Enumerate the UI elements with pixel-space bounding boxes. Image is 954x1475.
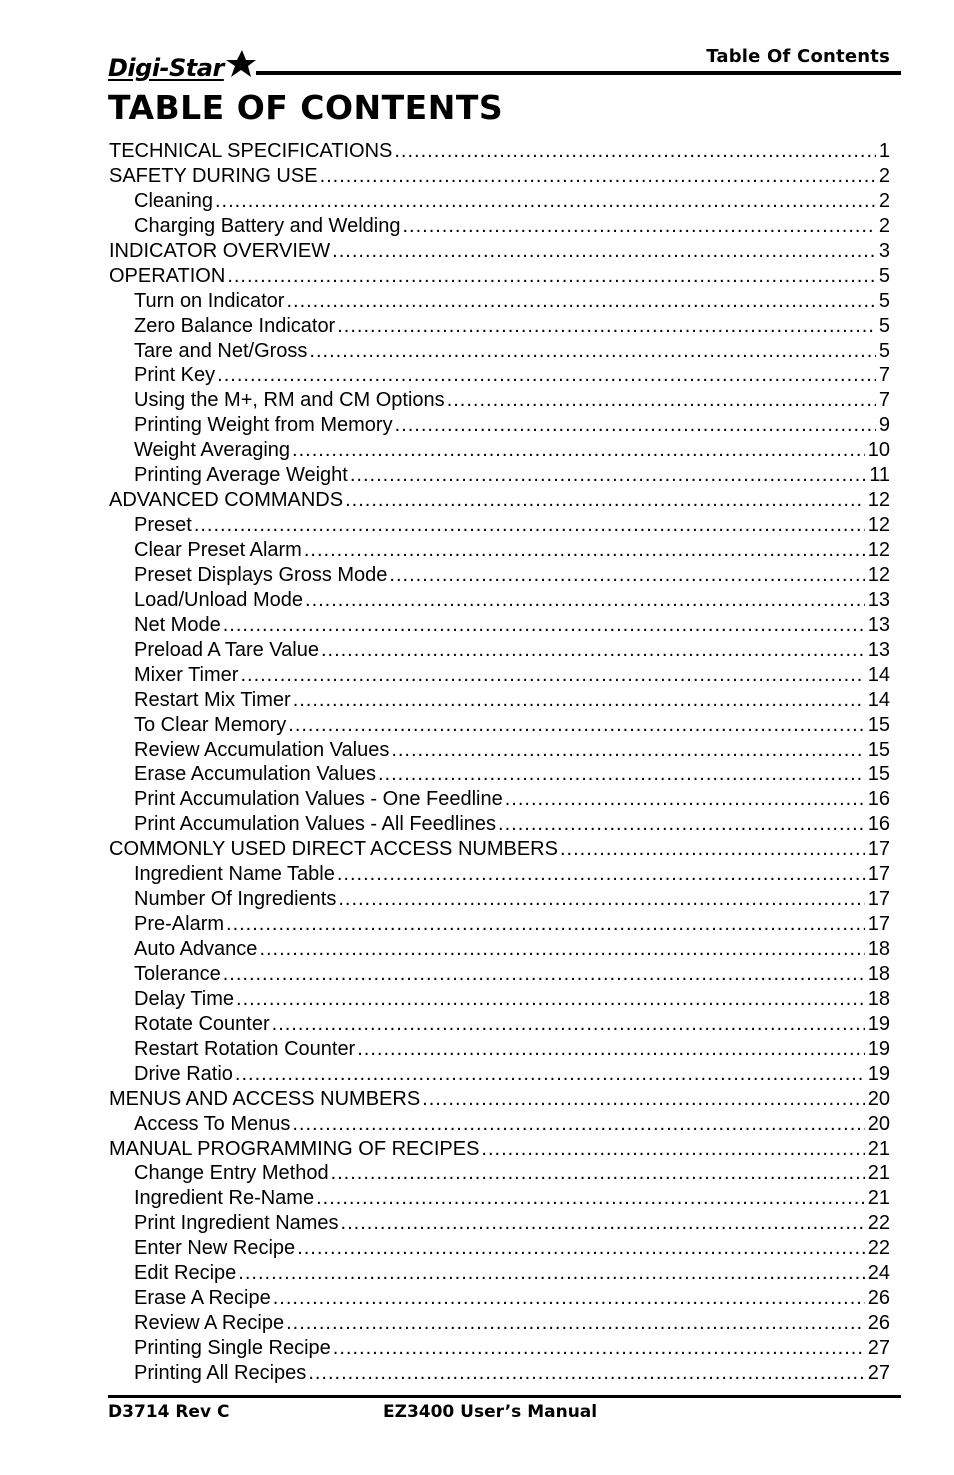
toc-entry-title: TECHNICAL SPECIFICATIONS bbox=[109, 140, 393, 162]
toc-page-number: 9 bbox=[878, 414, 890, 437]
toc-page-number: 1 bbox=[878, 140, 890, 162]
toc-dot-leader bbox=[223, 962, 865, 987]
page-title: TABLE OF CONTENTS bbox=[108, 88, 504, 127]
toc-page-number: 2 bbox=[878, 214, 890, 237]
toc-entry-title: Print Accumulation Values - All Feedlines bbox=[134, 813, 497, 836]
toc-dot-leader bbox=[217, 363, 876, 388]
toc-dot-leader bbox=[345, 488, 865, 513]
toc-entry-title: Restart Mix Timer bbox=[134, 688, 291, 711]
toc-page-number: 27 bbox=[867, 1361, 890, 1384]
toc-page-number: 5 bbox=[878, 264, 890, 287]
toc-page-number: 18 bbox=[867, 987, 890, 1010]
star-icon bbox=[226, 49, 256, 79]
toc-page-number: 11 bbox=[869, 464, 890, 487]
toc-entry-title: Ingredient Name Table bbox=[134, 863, 335, 886]
toc-dot-leader bbox=[236, 987, 865, 1012]
toc-subsection-entry bbox=[109, 713, 890, 738]
toc-subsection-entry bbox=[109, 538, 890, 563]
toc-entry-title: Printing Single Recipe bbox=[134, 1337, 331, 1359]
toc-entry-title: MANUAL PROGRAMMING OF RECIPES bbox=[109, 1137, 480, 1160]
toc-page-number: 12 bbox=[867, 563, 890, 586]
header-section-label: Table Of Contents bbox=[706, 46, 890, 67]
toc-entry-title: Printing All Recipes bbox=[134, 1361, 307, 1384]
toc-section-entry bbox=[109, 837, 890, 862]
toc-dot-leader bbox=[333, 1336, 865, 1361]
toc-dot-leader bbox=[305, 588, 865, 613]
toc-entry-title: Tolerance bbox=[134, 962, 221, 985]
toc-dot-leader bbox=[215, 189, 876, 214]
toc-entry-title: Pre-Alarm bbox=[134, 913, 225, 936]
toc-dot-leader bbox=[235, 1062, 865, 1087]
toc-page-number: 22 bbox=[867, 1212, 890, 1235]
toc-page-number: 5 bbox=[878, 339, 890, 362]
toc-entry-title: Weight Averaging bbox=[134, 439, 291, 462]
toc-dot-leader bbox=[337, 862, 865, 887]
toc-entry-title: Change Entry Method bbox=[134, 1162, 329, 1185]
toc-dot-leader bbox=[292, 438, 865, 463]
footer-rule bbox=[108, 1395, 901, 1398]
toc-dot-leader bbox=[226, 912, 865, 937]
toc-entry-title: Enter New Recipe bbox=[134, 1237, 296, 1260]
toc-subsection-entry bbox=[109, 862, 890, 887]
toc-dot-leader bbox=[286, 1311, 865, 1336]
toc-dot-leader bbox=[350, 463, 866, 488]
toc-subsection-entry bbox=[109, 438, 890, 463]
toc-page-number: 27 bbox=[867, 1337, 890, 1359]
toc-subsection-entry bbox=[109, 1112, 890, 1137]
toc-dot-leader bbox=[321, 638, 865, 663]
toc-page-number: 2 bbox=[878, 164, 890, 187]
toc-page-number: 5 bbox=[878, 289, 890, 312]
toc-section-entry bbox=[109, 239, 890, 264]
toc-section-entry bbox=[109, 264, 890, 289]
toc-page-number: 10 bbox=[867, 439, 890, 462]
toc-subsection-entry bbox=[109, 1012, 890, 1037]
toc-dot-leader bbox=[309, 339, 875, 364]
toc-dot-leader bbox=[259, 937, 864, 962]
toc-entry-title: Access To Menus bbox=[134, 1112, 291, 1135]
toc-dot-leader bbox=[394, 139, 876, 164]
toc-dot-leader bbox=[341, 1211, 865, 1236]
toc-page-number: 15 bbox=[867, 738, 890, 761]
toc-page-number: 14 bbox=[867, 663, 890, 686]
toc-section-entry bbox=[109, 1137, 890, 1162]
toc-page-number: 18 bbox=[867, 962, 890, 985]
toc-page-number: 19 bbox=[867, 1012, 890, 1035]
toc-entry-title: MENUS AND ACCESS NUMBERS bbox=[109, 1087, 421, 1110]
toc-dot-leader bbox=[293, 688, 865, 713]
toc-dot-leader bbox=[304, 538, 865, 563]
toc-subsection-entry bbox=[109, 1261, 890, 1286]
toc-page-number: 20 bbox=[867, 1112, 890, 1135]
toc-dot-leader bbox=[288, 713, 864, 738]
toc-subsection-entry bbox=[109, 588, 890, 613]
toc-subsection-entry bbox=[109, 937, 890, 962]
toc-dot-leader bbox=[357, 1037, 865, 1062]
toc-entry-title: Preload A Tare Value bbox=[134, 638, 319, 661]
toc-dot-leader bbox=[238, 1261, 864, 1286]
toc-entry-title: Number Of Ingredients bbox=[134, 888, 337, 911]
toc-entry-title: Zero Balance Indicator bbox=[134, 314, 336, 337]
toc-dot-leader bbox=[331, 1161, 865, 1186]
toc-subsection-entry bbox=[109, 314, 890, 339]
toc-subsection-entry bbox=[109, 1361, 890, 1386]
toc-page-number: 14 bbox=[867, 688, 890, 711]
toc-subsection-entry bbox=[109, 962, 890, 987]
toc-page-number: 20 bbox=[867, 1087, 890, 1110]
toc-entry-title: Rotate Counter bbox=[134, 1012, 270, 1035]
toc-dot-leader bbox=[292, 1112, 864, 1137]
toc-subsection-entry bbox=[109, 787, 890, 812]
toc-page-number: 22 bbox=[867, 1237, 890, 1260]
toc-dot-leader bbox=[227, 264, 876, 289]
toc-entry-title: ADVANCED COMMANDS bbox=[109, 489, 344, 512]
toc-page-number: 17 bbox=[867, 913, 890, 936]
toc-entry-title: Restart Rotation Counter bbox=[134, 1037, 356, 1060]
toc-entry-title: SAFETY DURING USE bbox=[109, 164, 318, 187]
toc-page-number: 17 bbox=[867, 838, 890, 861]
toc-subsection-entry bbox=[109, 688, 890, 713]
toc-subsection-entry bbox=[109, 289, 890, 314]
toc-entry-title: Auto Advance bbox=[134, 938, 258, 960]
toc-subsection-entry bbox=[109, 339, 890, 364]
toc-entry-title: Delay Time bbox=[134, 987, 235, 1010]
toc-dot-leader bbox=[338, 887, 864, 912]
toc-page-number: 19 bbox=[867, 1062, 890, 1085]
toc-page-number: 2 bbox=[878, 189, 890, 212]
toc-entry-title: Tare and Net/Gross bbox=[134, 339, 308, 362]
toc-entry-title: To Clear Memory bbox=[134, 713, 287, 736]
toc-entry-title: Print Ingredient Names bbox=[134, 1212, 339, 1235]
toc-subsection-entry bbox=[109, 1336, 890, 1361]
toc-page-number: 17 bbox=[867, 888, 890, 911]
toc-dot-leader bbox=[422, 1087, 865, 1112]
toc-page-number: 15 bbox=[867, 713, 890, 736]
toc-dot-leader bbox=[395, 413, 876, 438]
toc-page-number: 16 bbox=[867, 813, 890, 836]
toc-page-number: 17 bbox=[867, 863, 890, 886]
toc-subsection-entry bbox=[109, 1037, 890, 1062]
logo-text: Digi-Star bbox=[108, 54, 224, 82]
toc-dot-leader bbox=[272, 1012, 865, 1037]
toc-page-number: 5 bbox=[878, 314, 890, 337]
toc-dot-leader bbox=[332, 239, 876, 264]
toc-entry-title: Printing Weight from Memory bbox=[134, 414, 393, 437]
toc-section-entry bbox=[109, 488, 890, 513]
toc-dot-leader bbox=[316, 1186, 865, 1211]
toc-dot-leader bbox=[308, 1361, 864, 1386]
toc-page-number: 16 bbox=[867, 788, 890, 811]
toc-entry-title: OPERATION bbox=[109, 264, 226, 287]
toc-subsection-entry bbox=[109, 363, 890, 388]
toc-dot-leader bbox=[320, 164, 876, 189]
toc-entry-title: Mixer Timer bbox=[134, 663, 239, 686]
toc-subsection-entry bbox=[109, 1236, 890, 1261]
toc-page-number: 24 bbox=[867, 1262, 890, 1285]
toc-entry-title: Net Mode bbox=[134, 613, 221, 636]
toc-page-number: 15 bbox=[867, 763, 890, 786]
toc-page-number: 18 bbox=[867, 938, 890, 960]
toc-page-number: 12 bbox=[867, 489, 890, 512]
toc-dot-leader bbox=[391, 738, 864, 763]
toc-entry-title: Charging Battery and Welding bbox=[134, 214, 401, 237]
toc-page-number: 13 bbox=[867, 588, 890, 611]
toc-dot-leader bbox=[240, 663, 864, 688]
toc-entry-title: Ingredient Re-Name bbox=[134, 1187, 315, 1210]
toc-page-number: 13 bbox=[867, 613, 890, 636]
toc-entry-title: COMMONLY USED DIRECT ACCESS NUMBERS bbox=[109, 838, 558, 861]
toc-section-entry bbox=[109, 139, 890, 164]
toc-dot-leader bbox=[560, 837, 865, 862]
toc-subsection-entry bbox=[109, 638, 890, 663]
toc-entry-title: Review A Recipe bbox=[134, 1312, 285, 1335]
toc-page-number: 13 bbox=[867, 638, 890, 661]
toc-entry-title: Preset bbox=[134, 514, 192, 537]
toc-dot-leader bbox=[273, 1286, 865, 1311]
toc-subsection-entry bbox=[109, 1062, 890, 1087]
toc-dot-leader bbox=[402, 214, 875, 239]
toc-subsection-entry bbox=[109, 1161, 890, 1186]
toc-subsection-entry bbox=[109, 563, 890, 588]
toc-subsection-entry bbox=[109, 214, 890, 239]
toc-page-number: 3 bbox=[878, 239, 890, 262]
footer-doc-number: D3714 Rev C bbox=[108, 1402, 230, 1422]
toc-dot-leader bbox=[378, 762, 865, 787]
toc-dot-leader bbox=[505, 787, 865, 812]
toc-dot-leader bbox=[481, 1137, 864, 1162]
toc-page-number: 12 bbox=[867, 539, 890, 561]
toc-dot-leader bbox=[223, 613, 865, 638]
toc-entry-title: Erase Accumulation Values bbox=[134, 763, 376, 786]
toc-entry-title: Edit Recipe bbox=[134, 1262, 237, 1285]
toc-page-number: 26 bbox=[867, 1287, 890, 1310]
toc-subsection-entry bbox=[109, 388, 890, 413]
toc-entry-title: Review Accumulation Values bbox=[134, 738, 390, 761]
toc-entry-title: Cleaning bbox=[134, 189, 213, 212]
brand-logo bbox=[108, 40, 256, 80]
toc-dot-leader bbox=[498, 812, 865, 837]
toc-page-number: 12 bbox=[867, 514, 890, 537]
toc-dot-leader bbox=[194, 513, 865, 538]
toc-subsection-entry bbox=[109, 189, 890, 214]
toc-dot-leader bbox=[389, 563, 864, 588]
toc-entry-title: INDICATOR OVERVIEW bbox=[109, 239, 331, 262]
toc-entry-title: Erase A Recipe bbox=[134, 1287, 271, 1310]
toc-subsection-entry bbox=[109, 663, 890, 688]
toc-subsection-entry bbox=[109, 1186, 890, 1211]
toc-page-number: 21 bbox=[867, 1162, 890, 1185]
toc-page-number: 21 bbox=[867, 1137, 890, 1160]
toc-subsection-entry bbox=[109, 987, 890, 1012]
toc-subsection-entry bbox=[109, 887, 890, 912]
toc-dot-leader bbox=[286, 289, 875, 314]
toc-subsection-entry bbox=[109, 613, 890, 638]
toc-entry-title: Using the M+, RM and CM Options bbox=[134, 389, 445, 412]
toc-entry-title: Preset Displays Gross Mode bbox=[134, 563, 388, 586]
toc-subsection-entry bbox=[109, 463, 890, 488]
toc-page-number: 21 bbox=[867, 1187, 890, 1210]
toc-page-number: 19 bbox=[867, 1037, 890, 1060]
toc-dot-leader bbox=[297, 1236, 865, 1261]
toc-dot-leader bbox=[337, 314, 876, 339]
footer-manual-title: EZ3400 User’s Manual bbox=[383, 1402, 598, 1422]
toc-section-entry bbox=[109, 164, 890, 189]
toc-entry-title: Drive Ratio bbox=[134, 1062, 233, 1085]
toc-subsection-entry bbox=[109, 1286, 890, 1311]
toc-entry-title: Turn on Indicator bbox=[134, 289, 285, 312]
toc-page-number: 26 bbox=[867, 1312, 890, 1335]
toc-subsection-entry bbox=[109, 513, 890, 538]
toc-entry-title: Load/Unload Mode bbox=[134, 588, 304, 611]
toc-subsection-entry bbox=[109, 1311, 890, 1336]
toc-dot-leader bbox=[447, 388, 876, 413]
toc-entry-title: Print Accumulation Values - One Feedline bbox=[134, 788, 503, 811]
toc-subsection-entry bbox=[109, 912, 890, 937]
toc-subsection-entry bbox=[109, 1211, 890, 1236]
toc-entry-title: Print Key bbox=[134, 364, 216, 387]
toc-subsection-entry bbox=[109, 812, 890, 837]
toc-entry-title: Clear Preset Alarm bbox=[134, 539, 302, 561]
toc-subsection-entry bbox=[109, 413, 890, 438]
toc-subsection-entry bbox=[109, 738, 890, 763]
toc-section-entry bbox=[109, 1087, 890, 1112]
toc-entry-title: Printing Average Weight bbox=[134, 464, 348, 487]
toc-page-number: 7 bbox=[878, 364, 890, 387]
toc-page-number: 7 bbox=[878, 389, 890, 412]
header-rule bbox=[256, 71, 901, 75]
toc-subsection-entry bbox=[109, 762, 890, 787]
table-of-contents bbox=[109, 139, 890, 1386]
